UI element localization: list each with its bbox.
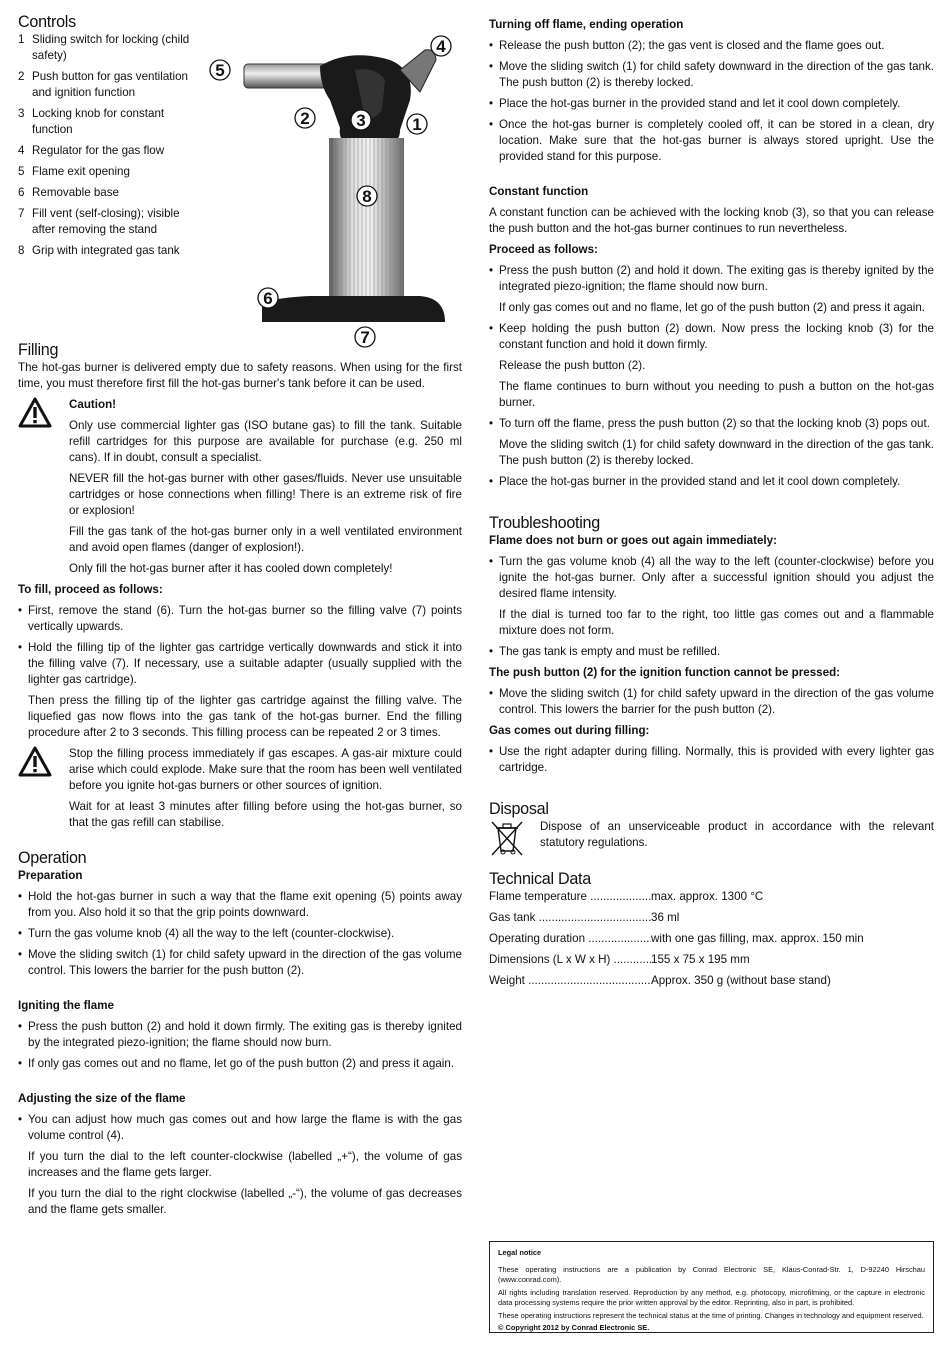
- item-subtext: If you turn the dial to the right clockwise (labelled „-“), the volume of gas decreases and the flame gets smaller.: [28, 1187, 462, 1216]
- trouble-q2: The push button (2) for the ignition function cannot be pressed:: [489, 666, 841, 679]
- list-item: [18, 143, 203, 159]
- caution-text: Only fill the hot-gas burner after it has cooled down completely!: [69, 562, 393, 575]
- trouble-q2-list: [489, 686, 934, 718]
- disposal-block: [489, 819, 934, 857]
- disposal-heading: Disposal: [489, 799, 549, 818]
- constant-intro: A constant function can be achieved with the locking knob (3), so that you can release the push button and the hot-gas burner continues to run nevertheless.: [489, 206, 934, 235]
- filling-heading: Filling: [18, 340, 59, 359]
- callout-6: 6: [263, 289, 273, 308]
- list-item: [18, 206, 203, 238]
- item-subtext: If the dial is turned too far to the right, too little gas comes out and a flammable mixture does not form.: [499, 608, 934, 637]
- item-number: 6: [18, 186, 25, 199]
- list-item: • Move the sliding switch (1) for child safety downward in the direction of the gas tank. The push button (2) is thereby locked.: [489, 59, 934, 91]
- fill-steps-list: [18, 603, 462, 741]
- callout-7: 7: [360, 328, 370, 347]
- item-number: 5: [18, 165, 25, 178]
- warning-block: [18, 746, 462, 831]
- item-text: Sliding switch for locking (child safety): [32, 33, 190, 62]
- list-item: • First, remove the stand (6). Turn the hot-gas burner so the filling valve (7) points vertically upwards.: [18, 603, 462, 635]
- product-illustration: [200, 30, 460, 350]
- item-text: Keep holding the push button (2) down. Now press the locking knob (3) for the constant function and hold it down firmly.: [499, 322, 934, 351]
- adjust-heading: Adjusting the size of the flame: [18, 1092, 186, 1105]
- item-subtext: If you turn the dial to the left counter-clockwise (labelled „+“), the volume of gas increases and the flame gets larger.: [28, 1150, 462, 1179]
- warning-text: Stop the filling process immediately if gas escapes. A gas-air mixture could arise which could explode. Make sure that the room has been well ventilated before you ignite hot-gas burners or other sources of ignition.: [69, 747, 462, 792]
- legal-text: These operating instructions are a publication by Conrad Electronic SE, Klaus-Conrad-Str. 1, D-92240 Hirschau (www.conrad.com).: [498, 1264, 925, 1284]
- item-text: Push button for gas ventilation and ignition function: [32, 70, 188, 99]
- item-subtext: If only gas comes out and no flame, let go of the push button (2) and press it again.: [499, 301, 926, 314]
- list-item: [18, 164, 203, 180]
- list-item: • Use the right adapter during filling. Normally, this is provided with every lighter gas cartridge.: [489, 744, 934, 776]
- item-text: Locking knob for constant function: [32, 107, 165, 136]
- legal-text: All rights including translation reserved. Reproduction by any method, e.g. photocopy, microfilming, or the capture in electronic data processing systems require the prior written approval by the editor. Reprinting, also in part, is prohibited.: [498, 1287, 925, 1307]
- list-item: • Press the push button (2) and hold it down firmly. The exiting gas is thereby ignited by the integrated piezo-ignition; the flame should now burn.: [18, 1019, 462, 1051]
- operation-heading: Operation: [18, 848, 87, 867]
- item-text: Grip with integrated gas tank: [32, 244, 180, 257]
- ignite-list: [18, 1019, 462, 1072]
- list-item: • Hold the hot-gas burner in such a way that the flame exit opening (5) points away from you. Also hold it so that the grip points downward.: [18, 889, 462, 921]
- trouble-q3: Gas comes out during filling:: [489, 724, 650, 737]
- legal-notice-box: [489, 1241, 934, 1333]
- item-subtext: Then press the filling tip of the lighter gas cartridge against the filling valve. The liquefied gas now flows into the gas tank of the hot-gas burner. End the filling procedure after 2 to 3 seconds. This filling process can be repeated 2 or 3 times.: [28, 694, 462, 739]
- list-item: • Release the push button (2); the gas vent is closed and the flame goes out.: [489, 38, 934, 54]
- disposal-text: Dispose of an unserviceable product in accordance with the relevant statutory regulations.: [540, 820, 934, 849]
- preparation-heading: Preparation: [18, 869, 83, 882]
- list-item: • Place the hot-gas burner in the provided stand and let it cool down completely.: [489, 474, 934, 490]
- warning-text: Wait for at least 3 minutes after filling before using the hot-gas burner, so that the gas refill can stabilise.: [69, 800, 462, 829]
- copyright: © Copyright 2012 by Conrad Electronic SE.: [498, 1323, 650, 1332]
- callout-5: 5: [215, 61, 225, 80]
- callout-1: 1: [412, 115, 422, 134]
- callout-8: 8: [362, 187, 372, 206]
- adjust-list: [18, 1112, 462, 1218]
- constant-list: [489, 263, 934, 490]
- table-row: [489, 910, 934, 926]
- list-item: • Place the hot-gas burner in the provided stand and let it cool down completely.: [489, 96, 934, 112]
- legal-title: Legal notice: [498, 1248, 542, 1257]
- list-item: [18, 32, 203, 64]
- item-number: 2: [18, 70, 25, 83]
- row-value: 36 ml: [651, 911, 680, 924]
- row-value: Approx. 350 g (without base stand): [651, 974, 831, 987]
- troubleshooting-heading: Troubleshooting: [489, 513, 600, 532]
- fill-proceed-heading: To fill, proceed as follows:: [18, 583, 163, 596]
- row-label: Gas tank .....: [489, 910, 651, 926]
- warning-triangle-icon: [18, 746, 52, 778]
- item-text: Fill vent (self-closing); visible after removing the stand: [32, 207, 180, 236]
- list-item: • Once the hot-gas burner is completely cooled off, it can be stored in a clean, dry location. Make sure that the hot-gas burner is always stored upright. Use the provided stand for this purpose.: [489, 117, 934, 165]
- callout-4: 4: [436, 37, 446, 56]
- item-text: You can adjust how much gas comes out and how large the flame is with the gas volume control (4).: [28, 1113, 462, 1142]
- list-item: [489, 263, 934, 316]
- technical-heading: Technical Data: [489, 869, 591, 888]
- caution-text: Fill the gas tank of the hot-gas burner only in a well ventilated environment and avoid open flames (danger of explosion!).: [69, 525, 462, 554]
- item-text: To turn off the flame, press the push button (2) so that the locking knob (3) pops out.: [499, 417, 930, 430]
- item-number: 3: [18, 107, 25, 120]
- list-item: [489, 416, 934, 469]
- constant-heading: Constant function: [489, 185, 589, 198]
- caution-text: NEVER fill the hot-gas burner with other gases/fluids. Never use unsuitable cartridges or hose connections when filling! There is an extreme risk of fire or explosion!: [69, 472, 462, 517]
- item-subtext: Move the sliding switch (1) for child safety downward in the direction of the gas tank. The push button (2) is thereby locked.: [499, 438, 934, 467]
- turnoff-heading: Turning off flame, ending operation: [489, 18, 684, 31]
- list-item: [18, 185, 203, 201]
- item-text: Removable base: [32, 186, 120, 199]
- table-row: [489, 931, 934, 947]
- row-value: max. approx. 1300 °C: [651, 890, 764, 903]
- row-value: 155 x 75 x 195 mm: [651, 953, 750, 966]
- list-item: • The gas tank is empty and must be refilled.: [489, 644, 934, 660]
- item-number: 8: [18, 244, 25, 257]
- item-subtext: The flame continues to burn without you needing to push a button on the hot-gas burner.: [499, 380, 934, 409]
- legal-text: These operating instructions represent the technical status at the time of printing. Changes in technology and equipment reserved.: [498, 1310, 924, 1320]
- item-number: 7: [18, 207, 25, 220]
- list-item: [18, 106, 203, 138]
- technical-table: [489, 889, 934, 989]
- list-item: • If only gas comes out and no flame, let go of the push button (2) and press it again.: [18, 1056, 462, 1072]
- caution-text: Only use commercial lighter gas (ISO butane gas) to fill the tank. Suitable refill cartridges for this purpose are available for purchase (e.g. 250 ml cans). If in doubt, consult a specialist.: [69, 419, 462, 464]
- crossed-bin-icon: [489, 819, 525, 857]
- item-number: 1: [18, 33, 25, 46]
- row-label: Operating duration .....: [489, 931, 651, 947]
- list-item: • Move the sliding switch (1) for child safety upward in the direction of the gas volume control. This lowers the barrier for the push button (2).: [489, 686, 934, 718]
- table-row: [489, 889, 934, 905]
- filling-intro: The hot-gas burner is delivered empty due to safety reasons. When using for the first time, you must therefore first fill the hot-gas burner's tank before it can be used.: [18, 361, 462, 390]
- row-label: Weight .....: [489, 973, 651, 989]
- controls-heading: Controls: [18, 12, 76, 31]
- list-item: • Move the sliding switch (1) for child safety upward in the direction of the gas volume control. This lowers the barrier for the push button (2).: [18, 947, 462, 979]
- row-value: with one gas filling, max. approx. 150 min: [651, 932, 864, 945]
- callout-3: 3: [356, 111, 366, 130]
- item-text: Turn the gas volume knob (4) all the way to the left (counter-clockwise) before you ignite the hot-gas burner. Only after a successful ignition should you adjust the desired flame intensity.: [499, 555, 934, 600]
- list-item: [18, 243, 203, 259]
- trouble-q3-list: [489, 744, 934, 776]
- trouble-q1: Flame does not burn or goes out again immediately:: [489, 534, 777, 547]
- list-item: • Turn the gas volume knob (4) all the way to the left (counter-clockwise).: [18, 926, 462, 942]
- list-item: [18, 1112, 462, 1218]
- turnoff-list: [489, 38, 934, 165]
- row-label: Dimensions (L x W x H) .....: [489, 952, 651, 968]
- preparation-list: [18, 889, 462, 979]
- list-item: [489, 321, 934, 411]
- item-subtext: Release the push button (2).: [499, 359, 646, 372]
- table-row: [489, 952, 934, 968]
- warning-triangle-icon: [18, 397, 52, 429]
- row-label: Flame temperature .....: [489, 889, 651, 905]
- right-column: [489, 17, 934, 994]
- constant-proceed-heading: Proceed as follows:: [489, 243, 598, 256]
- trouble-q1-list: [489, 554, 934, 660]
- list-item: [18, 69, 203, 101]
- item-text: Regulator for the gas flow: [32, 144, 165, 157]
- caution-block: [18, 397, 462, 577]
- item-text: Hold the filling tip of the lighter gas cartridge vertically downwards and stick it into the filling valve (7). If necessary, use a suitable adapter (usually supplied with the lighter gas cartridge).: [28, 641, 462, 686]
- table-row: [489, 973, 934, 989]
- list-item: [18, 640, 462, 741]
- list-item: [489, 554, 934, 639]
- item-number: 4: [18, 144, 25, 157]
- controls-list: [18, 32, 203, 259]
- callout-2: 2: [300, 109, 310, 128]
- ignite-heading: Igniting the flame: [18, 999, 114, 1012]
- caution-title: Caution!: [69, 398, 117, 411]
- item-text: Press the push button (2) and hold it down. The exiting gas is thereby ignited by the integrated piezo-ignition; the flame should now burn.: [499, 264, 934, 293]
- item-text: Flame exit opening: [32, 165, 130, 178]
